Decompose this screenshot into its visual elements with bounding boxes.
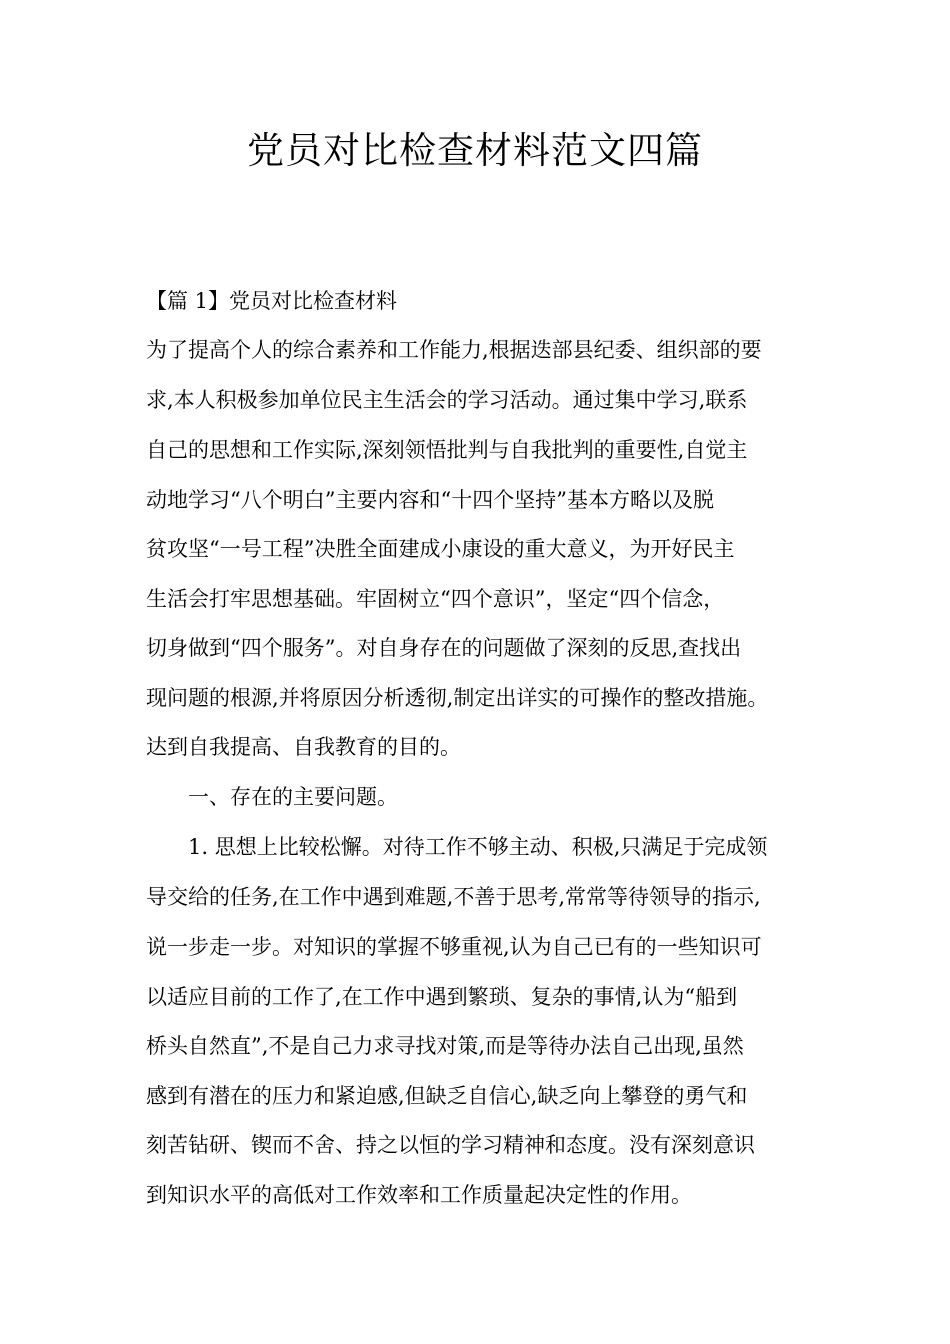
body-line: 到知识水平的高低对工作效率和工作质量起决定性的作用。	[146, 1183, 692, 1207]
body-line: 感到有潜在的压力和紧迫感,但缺乏自信心,缺乏向上攀登的勇气和	[146, 1084, 748, 1108]
body-line: 导交给的任务,在工作中遇到难题,不善于思考,常常等待领导的指示,	[146, 885, 761, 909]
body-line: 1. 思想上比较松懈。对待工作不够主动、积极,只满足于完成领	[188, 835, 768, 859]
document-title: 党员对比检查材料范文四篇	[247, 129, 703, 172]
body-line: 达到自我提高、自我教育的目的。	[146, 735, 461, 759]
body-line: 贫攻坚“一号工程”决胜全面建成小康设的重大意义，为开好民主	[146, 537, 735, 561]
body-line: 为了提高个人的综合素养和工作能力,根据迭部县纪委、组织部的要	[146, 338, 762, 362]
body-line: 刻苦钻研、锲而不舍、持之以恒的学习精神和态度。没有深刻意识	[146, 1133, 755, 1157]
body-line: 生活会打牢思想基础。牢固树立“四个意识”，坚定“四个信念，	[146, 587, 725, 611]
body-line: 自己的思想和工作实际,深刻领悟批判与自我批判的重要性,自觉主	[146, 438, 748, 462]
body-line: 动地学习“八个明白”主要内容和“十四个坚持”基本方略以及脱	[146, 488, 714, 512]
body-line: 求,本人积极参加单位民主生活会的学习活动。通过集中学习,联系	[146, 388, 748, 412]
body-line: 说一步走一步。对知识的掌握不够重视,认为自己已有的一些知识可	[146, 935, 762, 959]
section-heading: 【篇 1】党员对比检查材料	[146, 289, 398, 313]
body-line: 切身做到“四个服务”。对自身存在的问题做了深刻的反思,查找出	[146, 636, 742, 660]
subsection-heading: 一、存在的主要问题。	[188, 785, 398, 809]
body-line: 桥头自然直”,不是自己力求寻找对策,而是等待办法自己出现,虽然	[146, 1034, 744, 1058]
body-line: 现问题的根源,并将原因分析透彻,制定出详实的可操作的整改措施。	[146, 686, 769, 710]
body-line: 以适应目前的工作了,在工作中遇到繁琐、复杂的事情,认为“船到	[146, 985, 738, 1009]
